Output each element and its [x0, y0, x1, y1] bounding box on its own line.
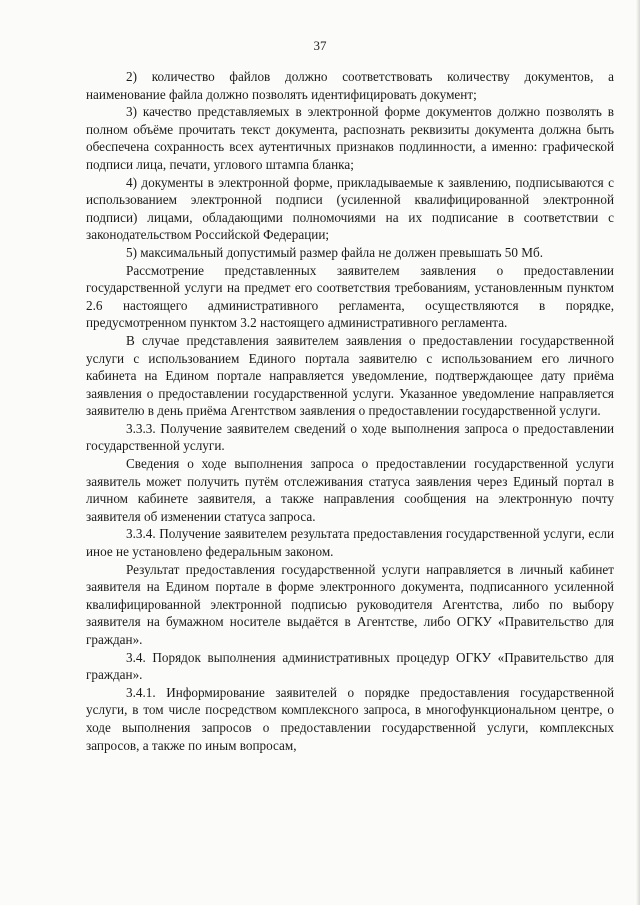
document-body — [86, 68, 614, 754]
paragraph-item-5: 5) максимальный допустимый размер файла не должен превышать 50 Мб. — [126, 244, 544, 260]
paragraph-item-2: 2) количество файлов должно соответствовать количеству документов, а наименование файла должно позволять идентифицировать документ; — [86, 69, 614, 102]
page-number: 37 — [313, 38, 327, 53]
section-heading-3-3-4: 3.3.4. Получение заявителем результата предоставления государственной услуги, если иное не установлено федеральным законом. — [86, 526, 614, 560]
paragraph-result-delivery: Результат предоставления государственной услуги направляется в личный кабинет заявителя на Едином портале в форме электронного документа, подписанного усиленной квалифицированной электронной подписью руководителя Агентства, либо по выбору заявителя на бумажном носителе выдаётся в Агентстве, либо ОГКУ «Правительство для граждан». — [86, 561, 614, 647]
section-heading-3-4: 3.4. Порядок выполнения административных процедур ОГКУ «Правительство для граждан». — [86, 649, 614, 683]
paragraph-item-3: 3) качество представляемых в электронной форме документов должно позволять в полном объёме прочитать текст документа, распознать реквизиты документа должна быть обеспечена сохранность всех аутентичных признаков подлинности, а именно: графической подписи лица, печати, углового штампа бланка; — [86, 104, 614, 172]
section-heading-3-4-1: 3.4.1. Информирование заявителей о порядке предоставления государственной услуги, в том числе посредством комплексного запроса, в многофункциональном центре, о ходе выполнения запросов о предоставлении государственной услуги, комплексных запросов, а также по иным вопросам, — [86, 684, 614, 753]
page-edge-shadow — [636, 0, 640, 905]
paragraph-review: Рассмотрение представленных заявителем заявления о предоставлении государственной услуги на предмет его соответствия требованиям, установленным пунктом 2.6 настоящего административного регламента, осуществляются в порядке, предусмотренном пунктом 3.2 настоящего административного регламента. — [86, 262, 614, 331]
paragraph-item-4: 4) документы в электронной форме, прикладываемые к заявлению, подписываются с использованием электронной подписи (усиленной квалифицированной электронной подписи) лицами, обладающими полномочиями на их подписание в соответствии с законодательством Российской Федерации; — [86, 174, 614, 243]
paragraph-status-tracking: Сведения о ходе выполнения запроса о предоставлении государственной услуги заявитель может получить путём отслеживания статуса заявления через Единый портал в личном кабинете заявителя, а также направления сообщения на электронную почту заявителя об изменении статуса запроса. — [86, 456, 614, 524]
paragraph-portal-notification: В случае представления заявителем заявления о предоставлении государственной услуги с использованием Единого портала заявителю с использованием его личного кабинета на Едином портале направляется уведомление, подтверждающее дату приёма заявления о предоставлении государственной услуги. Указанное уведомление направляется заявителю в день приёма Агентством заявления о предоставлении государственной услуги. — [86, 332, 614, 419]
section-heading-3-3-3: 3.3.3. Получение заявителем сведений о ходе выполнения запроса о предоставлении государственной услуги. — [86, 420, 614, 454]
